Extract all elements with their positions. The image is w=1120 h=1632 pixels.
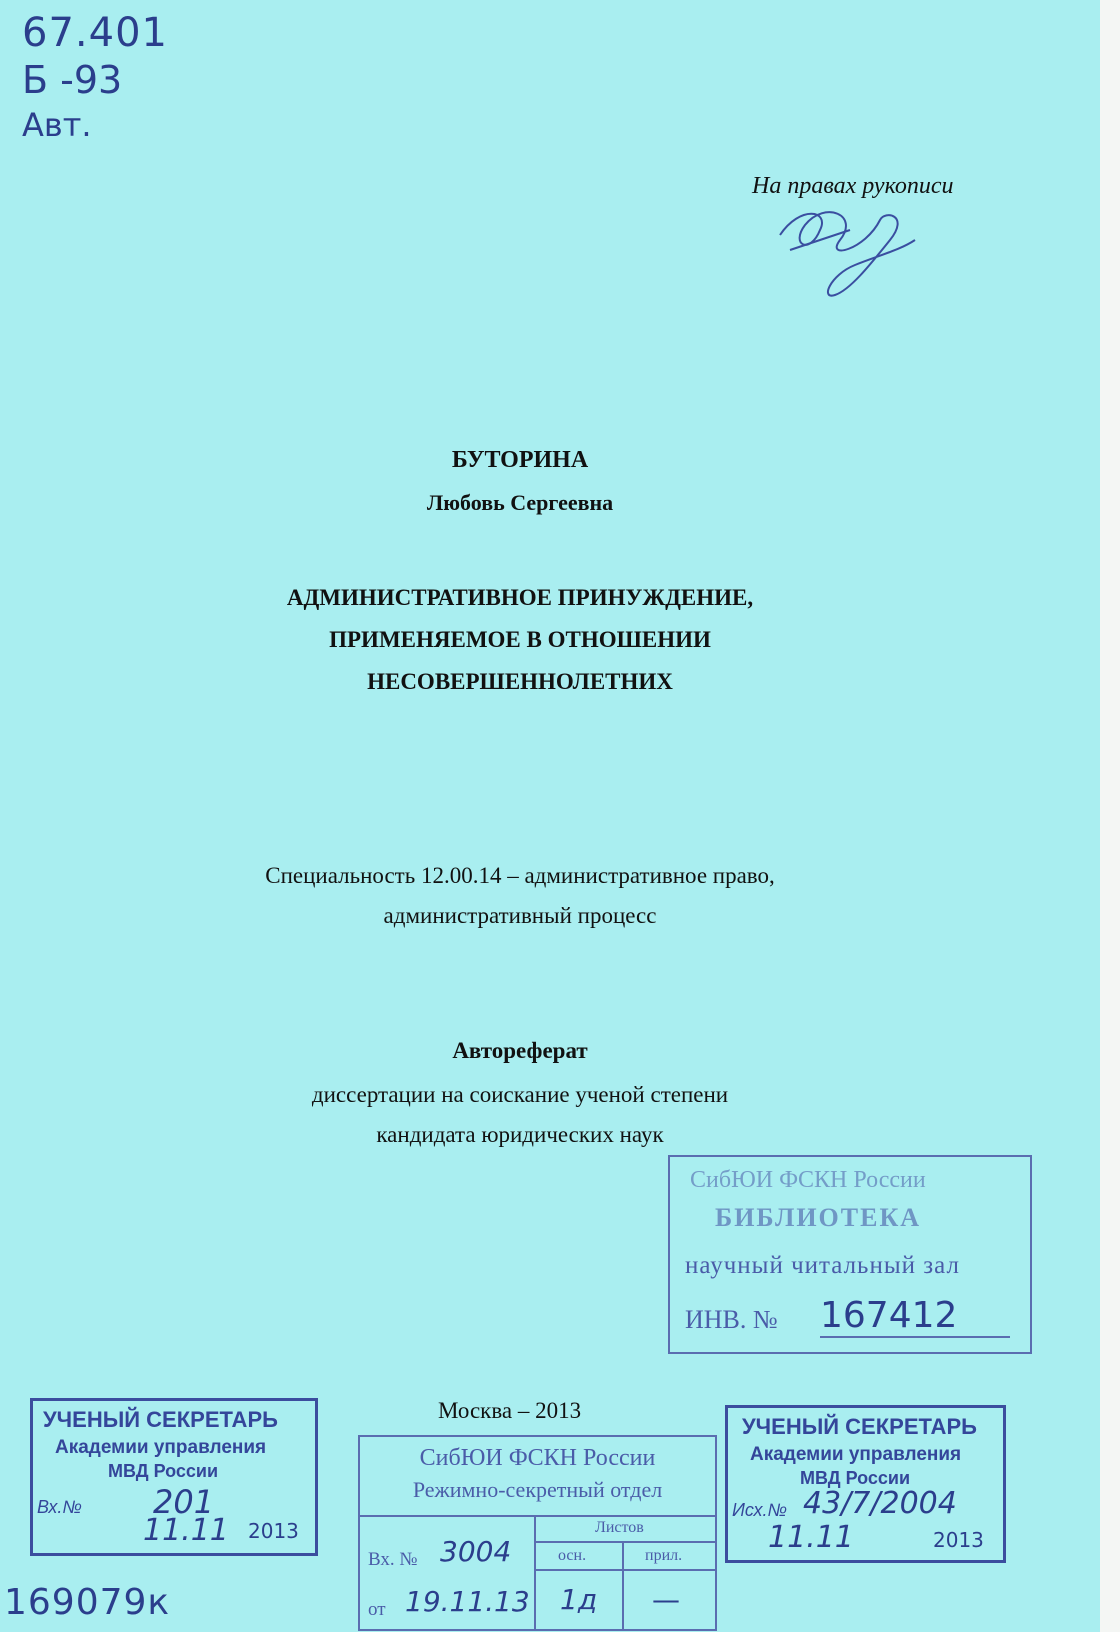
secretary-right-ref-value: 43/7/2004 — [803, 1486, 957, 1521]
library-stamp-line-1: СибЮИ ФСКН России — [690, 1167, 926, 1193]
abstract-line-1: диссертации на соискание ученой степени — [311, 1082, 729, 1107]
secret-dept-col-divider-2 — [622, 1541, 624, 1629]
secret-dept-appendix-label: прил. — [645, 1547, 683, 1564]
secret-dept-stamp — [358, 1435, 717, 1631]
secretary-left-line-2: Академии управления — [55, 1437, 267, 1458]
place-year: Москва – 2013 — [438, 1398, 582, 1423]
library-stamp-line-3: научный читальный зал — [685, 1252, 960, 1279]
secretary-right-line-1: УЧЕНЫЙ СЕКРЕТАРЬ — [742, 1414, 977, 1439]
title-line-3: НЕСОВЕРШЕННОЛЕТНИХ — [367, 669, 673, 694]
secret-dept-col-divider — [534, 1515, 536, 1629]
author-name: Любовь Сергеевна — [426, 490, 614, 515]
library-stamp — [668, 1155, 1032, 1354]
inventory-handwritten: 169079к — [4, 1582, 171, 1623]
secretary-left-line-3: МВД России — [108, 1461, 219, 1481]
secret-dept-line-2: Режимно-секретный отдел — [412, 1477, 663, 1502]
secretary-left-year-value: 2013 — [248, 1519, 299, 1543]
abstract-heading: Автореферат — [452, 1038, 588, 1063]
secretary-right-year-value: 2013 — [933, 1528, 984, 1552]
secret-dept-in-value: 3004 — [440, 1535, 512, 1568]
secret-dept-main-value: 1д — [560, 1583, 598, 1616]
abstract-line-2: кандидата юридических наук — [376, 1122, 664, 1147]
secret-dept-in-label: Вх. № — [368, 1549, 418, 1570]
author-surname: БУТОРИНА — [451, 447, 589, 473]
classification-code: 67.401 — [22, 10, 168, 56]
library-stamp-inv-value: 167412 — [820, 1295, 1010, 1338]
library-stamp-inv-label: ИНВ. № — [685, 1305, 778, 1334]
type-abbrev: Авт. — [22, 106, 92, 144]
secretary-stamp-left — [30, 1398, 318, 1556]
secret-dept-appendix-value: — — [652, 1583, 680, 1616]
secretary-right-line-2: Академии управления — [750, 1444, 962, 1465]
rights-note: На правах рукописи — [752, 173, 954, 199]
secretary-left-date-value: 11.11 — [143, 1513, 229, 1548]
secret-dept-line-1: СибЮИ ФСКН России — [419, 1445, 656, 1471]
library-stamp-line-2: БИБЛИОТЕКА — [715, 1203, 922, 1232]
secretary-right-ref-label: Исх.№ — [732, 1500, 787, 1520]
secret-dept-main-label: осн. — [558, 1547, 587, 1564]
page-edge — [1100, 0, 1120, 1632]
title-line-1: АДМИНИСТРАТИВНОЕ ПРИНУЖДЕНИЕ, — [286, 585, 754, 610]
specialty-line-2: административный процесс — [383, 903, 657, 928]
secretary-right-line-3: МВД России — [800, 1468, 911, 1488]
title-line-2: ПРИМЕНЯЕМОЕ В ОТНОШЕНИИ — [329, 627, 711, 652]
signature-icon — [770, 195, 920, 305]
secretary-right-date-value: 11.11 — [768, 1520, 854, 1555]
secret-dept-from-value: 19.11.13 — [405, 1585, 530, 1618]
secretary-left-ref-label: Вх.№ — [37, 1497, 82, 1517]
secretary-left-ref-value: 201 — [153, 1483, 215, 1521]
secret-dept-header-divider — [534, 1569, 715, 1571]
secret-dept-divider — [360, 1515, 715, 1517]
secret-dept-from-label: от — [368, 1599, 386, 1620]
specialty-line-1: Специальность 12.00.14 – административное право, — [265, 863, 775, 888]
secret-dept-sheets-divider — [534, 1541, 715, 1543]
secretary-left-line-1: УЧЕНЫЙ СЕКРЕТАРЬ — [43, 1407, 278, 1432]
author-mark: Б -93 — [22, 58, 123, 102]
secretary-stamp-right — [725, 1405, 1006, 1563]
secret-dept-sheets-label: Листов — [595, 1519, 644, 1536]
